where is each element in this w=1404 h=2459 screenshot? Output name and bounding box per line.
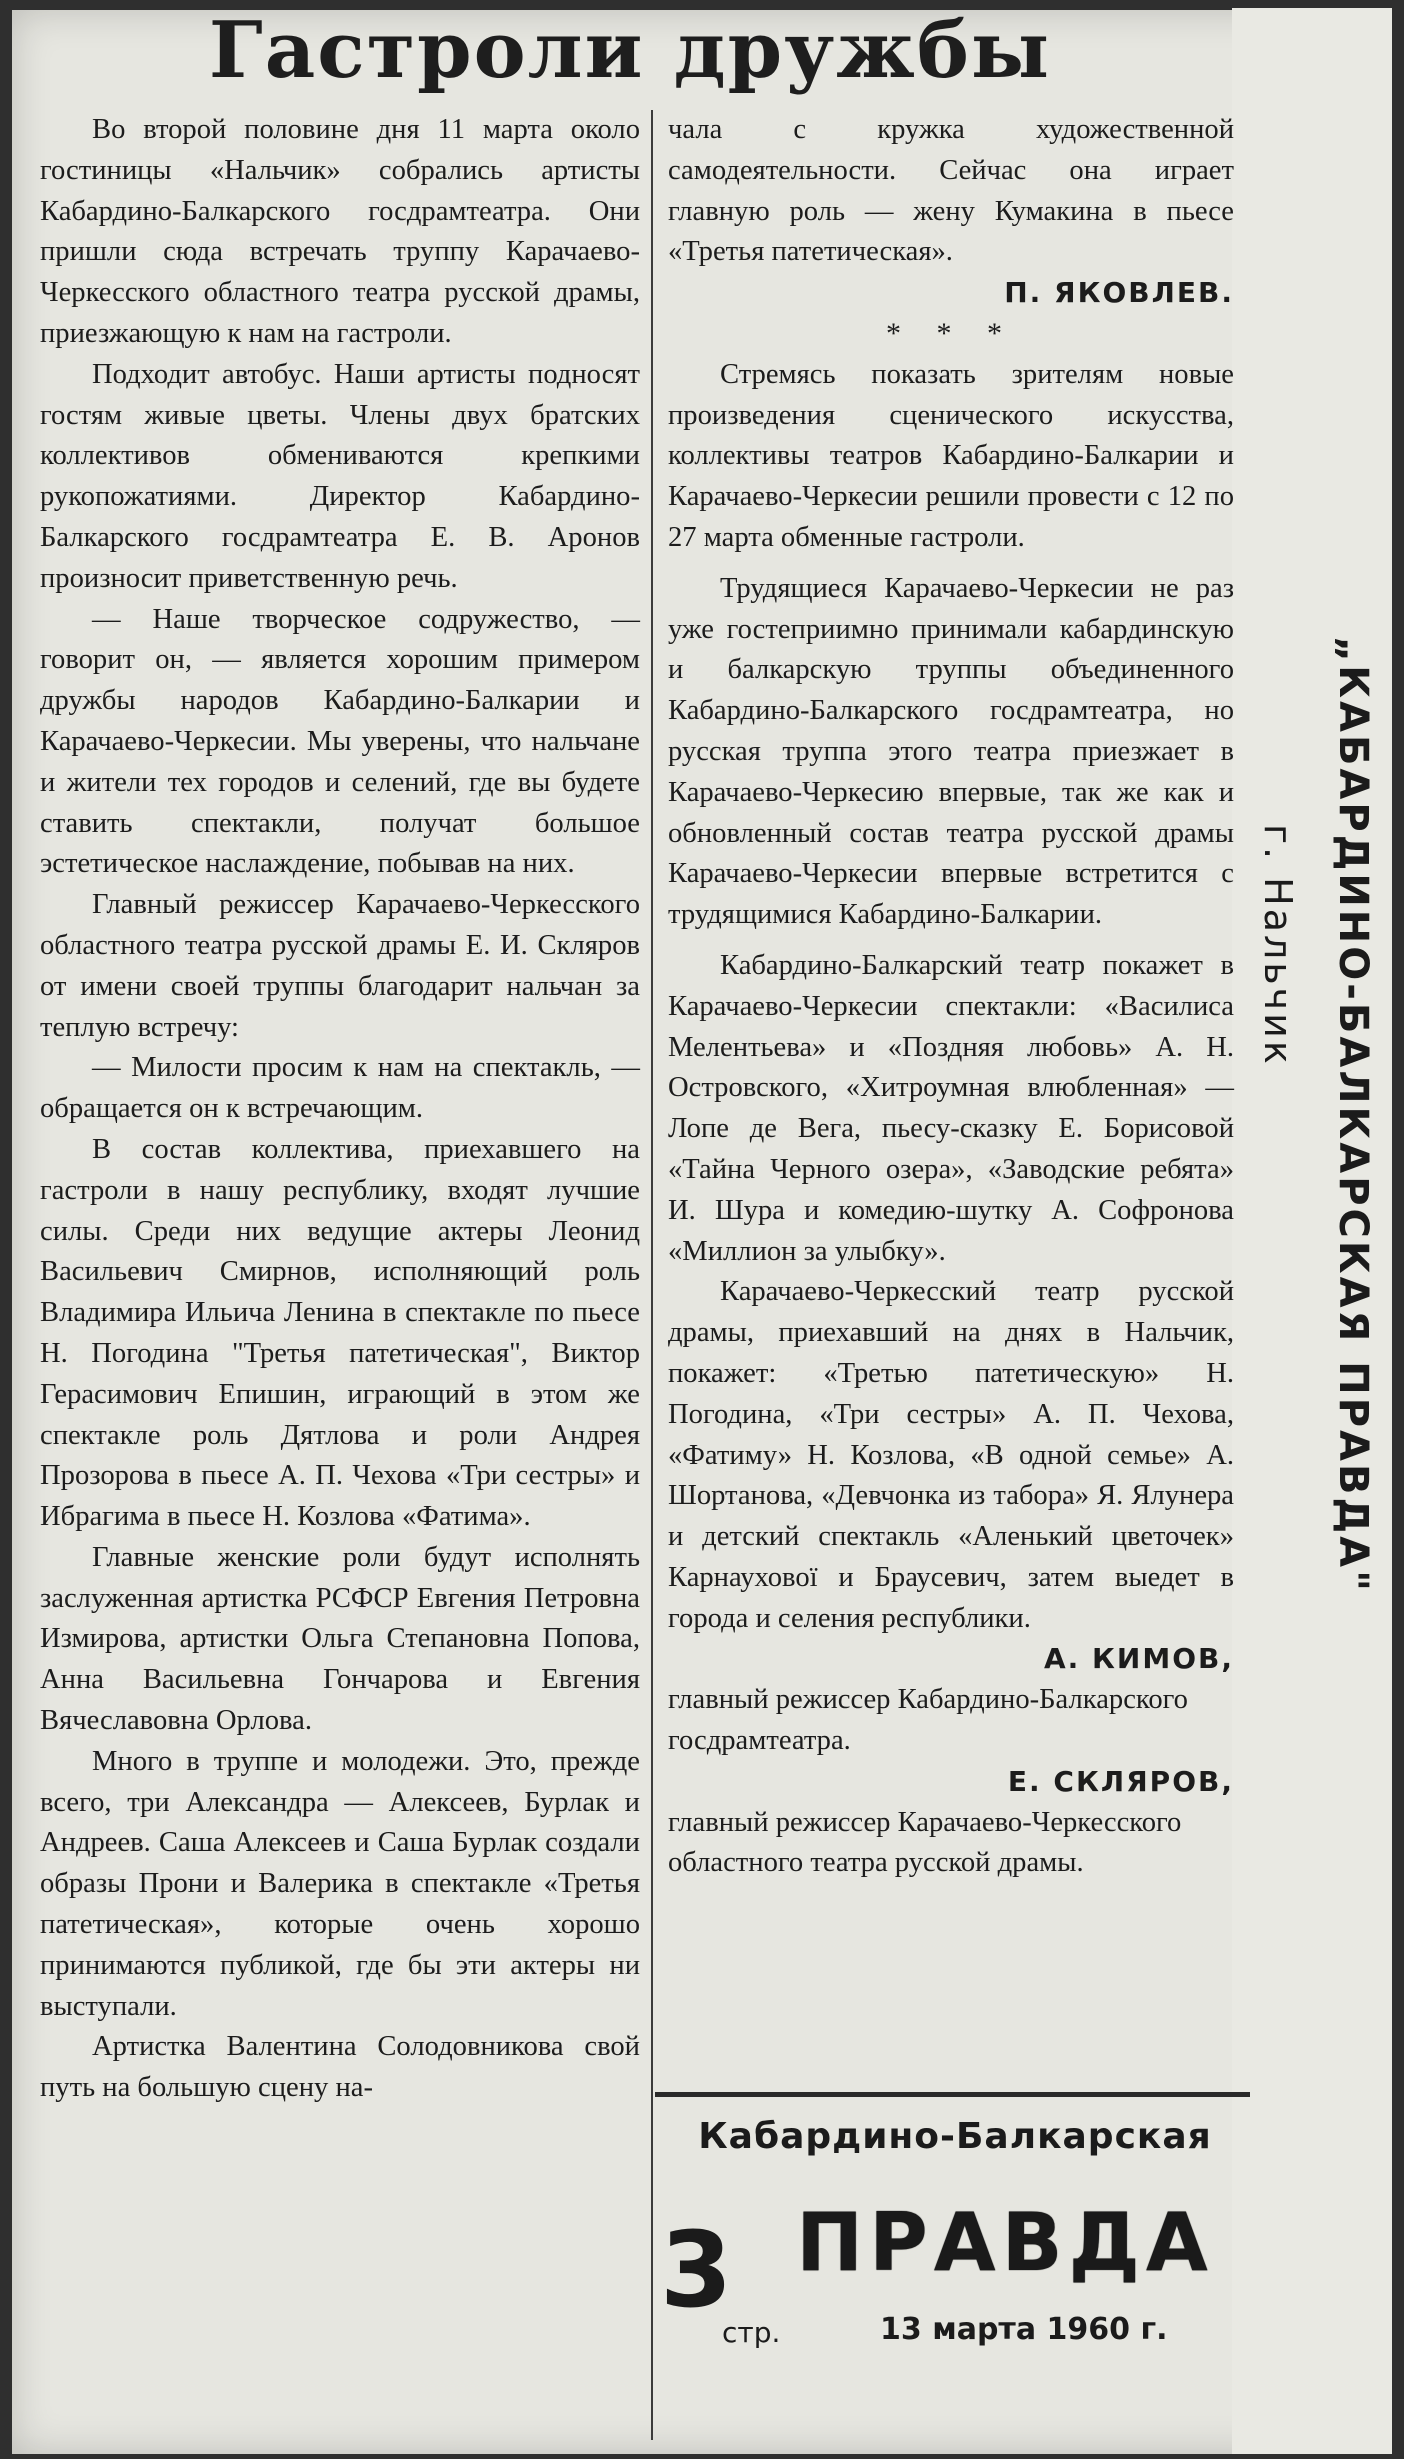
author-signature: Е. СКЛЯРОВ,	[1007, 1764, 1234, 1798]
paragraph: Артистка Валентина Солодовникова свой путь на большую сцену на-	[40, 2031, 640, 2104]
article-title: Гастроли дружбы	[208, 5, 1052, 96]
article-column-right	[668, 110, 1234, 1884]
paragraph: — Наше творческое содружество, — говорит он, — является хорошим примером дружбы народов Кабардино-Балкарии и Карачаево-Черкесии. Мы уверены, что нальчане и жители тех городов и селений, где вы будете ставить спектакли, получат большое эстетическое наслаждение, побывав на них.	[40, 603, 640, 880]
side-label-paper: „КАБАРДИНО-БАЛКАРСКАЯ ПРАВДА"	[1330, 636, 1376, 1594]
masthead-name: Кабардино-Балкарская	[698, 2116, 1212, 2157]
article-column-left	[40, 110, 640, 2109]
paragraph: Трудящиеся Карачаево-Черкесии не раз уже гостеприимно принимали кабардинскую и балкарскую труппы объединенного Кабардино-Балкарского госдрамтеатра, но русская труппа этого театра приезжает в Карачаево-Черкесию впервые, так же как и обновленный состав театра русской драмы Карачаево-Черкесии впервые встретится с трудящимися Кабардино-Балкарии.	[668, 572, 1234, 931]
paragraph: Главные женские роли будут исполнять заслуженная артистка РСФСР Евгения Петровна Измирова, артистки Ольга Степановна Попова, Анна Васильевна Гончарова и Евгения Вячеславовна Орлова.	[40, 1541, 640, 1737]
author-signature: П. ЯКОВЛЕВ.	[1004, 276, 1234, 310]
paragraph-continuation: чала с кружка художественной самодеятельности. Сейчас она играет главную роль — жену Кумакина в пьесе «Третья патетическая».	[668, 114, 1234, 268]
paragraph: Карачаево-Черкесский театр русской драмы, приехавший на днях в Нальчик, покажет: «Третью патетическую» Н. Погодина, «Три сестры» А. П. Чехова, «Фатиму» Н. Козлова, «В одной семье» А. Шортанова, «Девчонка из табора» Я. Ялунера и детский спектакль «Аленький цветочек» Карнаухової и Браусевич, затем выедет в города и селения республики.	[668, 1276, 1234, 1634]
paragraph: В состав коллектива, приехавшего на гастроли в нашу республику, входят лучшие силы. Среди них ведущие актеры Леонид Васильевич Смирнов, исполняющий роль Владимира Ильича Ленина в спектакле по пьесе Н. Погодина "Третья патетическая", Виктор Герасимович Епишин, играющий в этом же спектакле роль Дятлова и роли Андрея Прозорова в пьесе А. П. Чехова «Три сестры» и Ибрагима в пьесе Н. Козлова «Фатима».	[40, 1133, 640, 1533]
paragraph: Подходит автобус. Наши артисты подносят гостям живые цветы. Члены двух братских коллективов обмениваются крепкими рукопожатиями. Директор Кабардино-Балкарского госдрамтеатра Е. В. Аронов произносит приветственную речь.	[40, 358, 640, 594]
paragraph: Много в труппе и молодежи. Это, прежде всего, три Александра — Алексеев, Бурлак и Андреев. Саша Алексеев и Саша Бурлак создали образы Прони и Валерика в спектакле «Третья патетическая», которые очень хорошо принимаются публикой, где бы эти актеры ни выступали.	[40, 1745, 640, 2022]
page-number: 3	[660, 2209, 733, 2331]
issue-date: 13 марта 1960 г.	[880, 2312, 1168, 2347]
author-title: главный режиссер Карачаево-Черкесского областного театра русской драмы.	[668, 1806, 1182, 1879]
author-title: главный режиссер Кабардино-Балкарского госдрамтеатра.	[668, 1684, 1188, 1757]
paragraph: Главный режиссер Карачаево-Черкесского областного театра русской драмы Е. И. Скляров от имени своей труппы благодарит нальчан за теплую встречу:	[40, 889, 640, 1043]
column-divider	[651, 110, 653, 2440]
paragraph: Стремясь показать зрителям новые произведения сценического искусства, коллективы театров Кабардино-Балкарии и Карачаево-Черкесии решили провести с 12 по 27 марта обменные гастроли.	[668, 358, 1234, 553]
paragraph: — Милости просим к нам на спектакль, — обращается он к встречающим.	[40, 1052, 640, 1125]
paragraph: Кабардино-Балкарский театр покажет в Карачаево-Черкесии спектакли: «Василиса Мелентьева» и «Поздняя любовь» А. Н. Островского, «Хитроумная влюбленная» — Лопе де Вега, пьесу-сказку Е. Борисовой «Тайна Черного озера», «Заводские ребята» И. Шура и комедию-шутку А. Софронова «Миллион за улыбку».	[668, 949, 1234, 1267]
section-separator: * * *	[886, 316, 1016, 350]
paragraph: Во второй половине дня 11 марта около гостиницы «Нальчик» собрались артисты Кабардино-Балкарского госдрамтеатра. Они пришли сюда встречать труппу Карачаево-Черкесского областного театра русской драмы, приезжающую к нам на гастроли.	[40, 114, 640, 349]
page-label: стр.	[722, 2316, 781, 2349]
masthead-rule	[655, 2092, 1250, 2097]
author-signature: А. КИМОВ,	[1043, 1642, 1234, 1676]
side-label-city: г. Нальчик	[1256, 824, 1300, 1067]
masthead-paper-title: ПРАВДА	[796, 2196, 1214, 2289]
